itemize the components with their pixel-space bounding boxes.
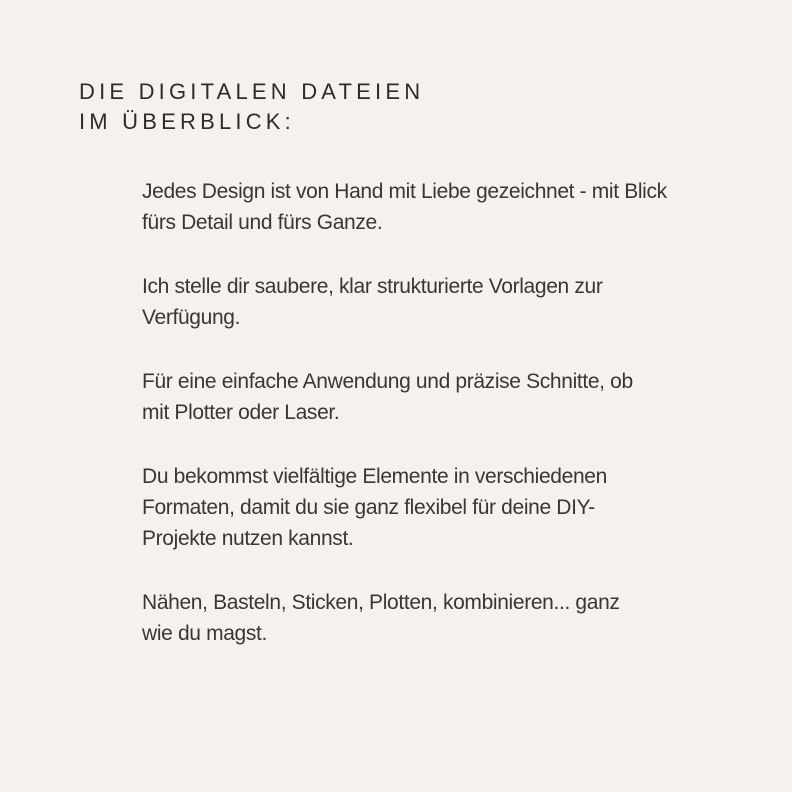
paragraph-line: Formaten, damit du sie ganz flexibel für deine DIY- <box>142 496 595 519</box>
paragraph-hand-drawn-design <box>142 176 742 238</box>
paragraph-flexible-formats <box>142 461 742 554</box>
feature-description-list <box>142 176 742 682</box>
paragraph-line: Verfügung. <box>142 306 241 329</box>
paragraph-line: Du bekommst vielfältige Elemente in verschiedenen <box>142 465 607 488</box>
paragraph-line: Ich stelle dir saubere, klar strukturierte Vorlagen zur <box>142 275 603 298</box>
title-line-2: IM ÜBERBLICK: <box>79 109 295 134</box>
paragraph-craft-uses <box>142 587 742 649</box>
paragraph-line: fürs Detail und fürs Ganze. <box>142 211 383 234</box>
paragraph-line: Nähen, Basteln, Sticken, Plotten, kombinieren... ganz <box>142 591 620 614</box>
paragraph-line: Projekte nutzen kannst. <box>142 527 354 550</box>
paragraph-precise-cuts <box>142 366 742 428</box>
title-line-1: DIE DIGITALEN DATEIEN <box>79 79 425 104</box>
paragraph-line: Für eine einfache Anwendung und präzise Schnitte, ob <box>142 370 633 393</box>
page-title <box>79 77 719 137</box>
paragraph-clean-templates <box>142 271 742 333</box>
paragraph-line: Jedes Design ist von Hand mit Liebe gezeichnet - mit Blick <box>142 180 667 203</box>
paragraph-line: wie du magst. <box>142 622 268 645</box>
paragraph-line: mit Plotter oder Laser. <box>142 401 340 424</box>
